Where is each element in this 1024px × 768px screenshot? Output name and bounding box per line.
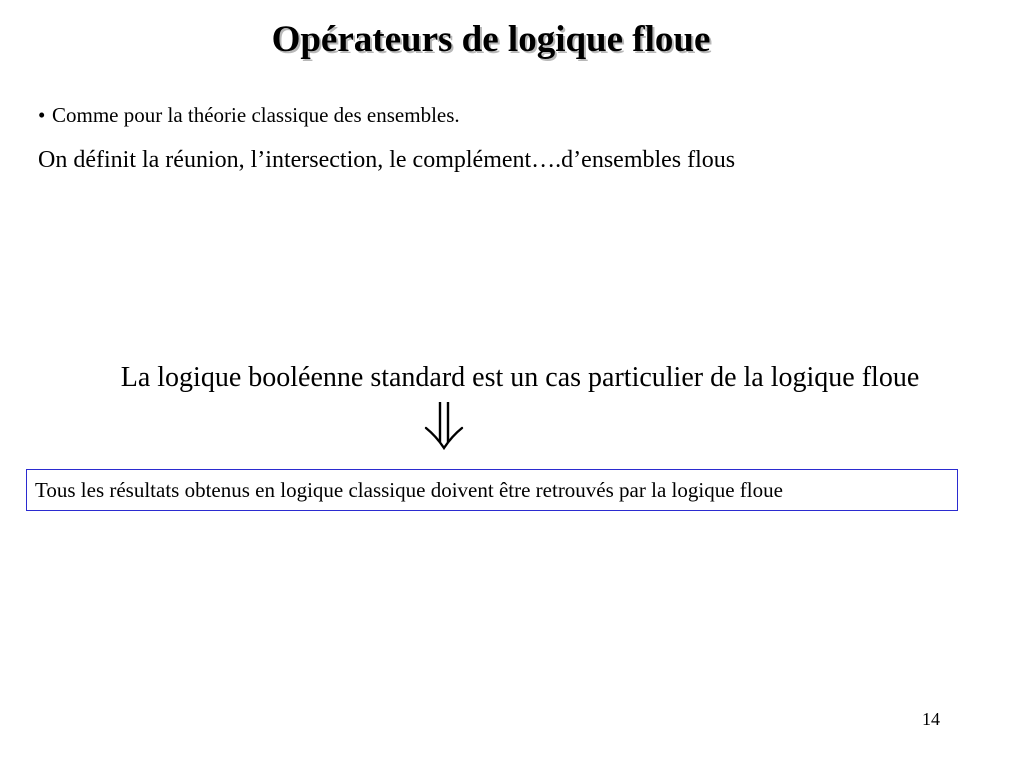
main-statement: La logique booléenne standard est un cas particulier de la logique floue [120, 362, 920, 393]
page-number: 14 [922, 709, 940, 729]
bullet-marker: • [38, 103, 46, 127]
bullet-item [38, 101, 460, 129]
definition-line: On définit la réunion, l’intersection, le complément….d’ensembles flous [38, 147, 736, 173]
bullet-text: Comme pour la théorie classique des ensembles. [52, 103, 460, 127]
double-down-arrow-icon [416, 398, 476, 454]
conclusion-box: Tous les résultats obtenus en logique classique doivent être retrouvés par la logique floue [26, 469, 958, 511]
slide-title: Opérateurs de logique floue [271, 19, 711, 60]
